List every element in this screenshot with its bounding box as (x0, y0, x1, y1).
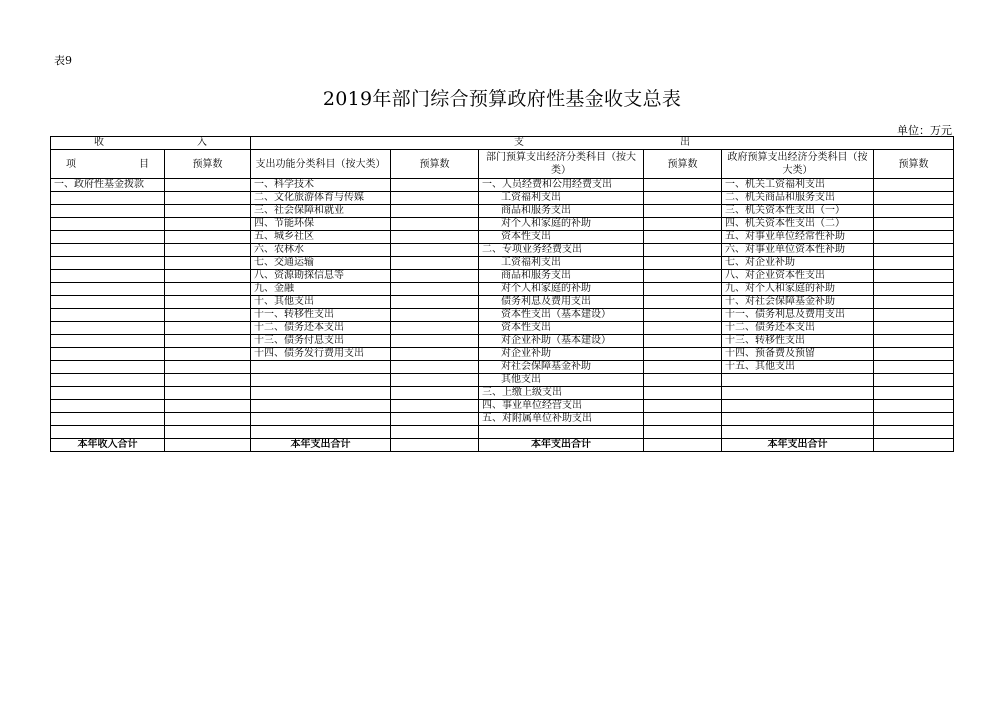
budget-cell (644, 205, 722, 218)
gov-econ-cell: 八、对企业资本性支出 (722, 270, 874, 283)
budget-cell (391, 322, 479, 335)
gov-econ-cell: 九、对个人和家庭的补助 (722, 283, 874, 296)
expense-total-value (391, 439, 479, 452)
budget-cell (874, 309, 954, 322)
budget-cell (391, 205, 479, 218)
item-cell (51, 231, 165, 244)
gov-econ-cell: 十一、债务利息及费用支出 (722, 309, 874, 322)
func-cell (251, 413, 391, 426)
budget-cell (391, 231, 479, 244)
budget-cell (644, 335, 722, 348)
table-row (51, 387, 954, 400)
func-cell: 五、城乡社区 (251, 231, 391, 244)
budget-cell (165, 218, 251, 231)
budget-cell (165, 348, 251, 361)
income-header: 收 入 (51, 137, 251, 150)
budget-cell (644, 218, 722, 231)
header-row-1 (51, 137, 954, 150)
gov-econ-cell: 七、对企业补助 (722, 257, 874, 270)
dept-econ-cell: 资本性支出 (479, 231, 644, 244)
budget-cell (165, 413, 251, 426)
income-total-value (165, 439, 251, 452)
table-row (51, 192, 954, 205)
budget-cell (391, 335, 479, 348)
func-cell (251, 374, 391, 387)
gov-econ-cell: 一、机关工资福利支出 (722, 179, 874, 192)
budget-cell (644, 244, 722, 257)
func-cell: 十二、债务还本支出 (251, 322, 391, 335)
budget-cell (165, 231, 251, 244)
budget-cell (165, 270, 251, 283)
budget-cell (165, 205, 251, 218)
budget-cell (165, 309, 251, 322)
budget-cell (644, 179, 722, 192)
dept-econ-cell: 五、对附属单位补助支出 (479, 413, 644, 426)
budget-cell (165, 244, 251, 257)
budget-cell (874, 374, 954, 387)
item-cell (51, 218, 165, 231)
table-row (51, 348, 954, 361)
budget-cell (644, 361, 722, 374)
func-cell: 三、社会保障和就业 (251, 205, 391, 218)
budget-cell (165, 374, 251, 387)
budget-table (50, 136, 954, 452)
col-budget-header: 预算数 (391, 150, 479, 179)
budget-cell (644, 309, 722, 322)
dept-econ-cell: 一、人员经费和公用经费支出 (479, 179, 644, 192)
budget-cell (391, 296, 479, 309)
gov-econ-cell: 三、机关资本性支出（一） (722, 205, 874, 218)
table-row (51, 361, 954, 374)
budget-cell (165, 257, 251, 270)
col-budget-header: 预算数 (874, 150, 954, 179)
col-budget-header: 预算数 (165, 150, 251, 179)
budget-cell (644, 374, 722, 387)
item-cell (51, 387, 165, 400)
dept-econ-cell: 商品和服务支出 (479, 270, 644, 283)
budget-cell (644, 413, 722, 426)
expense-total-label: 本年支出合计 (251, 439, 391, 452)
gov-econ-cell: 十、对社会保障基金补助 (722, 296, 874, 309)
gov-econ-cell: 六、对事业单位资本性补助 (722, 244, 874, 257)
budget-cell (391, 426, 479, 439)
item-cell (51, 348, 165, 361)
budget-cell (874, 387, 954, 400)
col-budget-header: 预算数 (644, 150, 722, 179)
budget-cell (644, 192, 722, 205)
func-cell: 四、节能环保 (251, 218, 391, 231)
gov-econ-cell (722, 374, 874, 387)
func-cell (251, 361, 391, 374)
budget-cell (165, 426, 251, 439)
item-cell: 一、政府性基金拨款 (51, 179, 165, 192)
budget-cell (644, 322, 722, 335)
budget-cell (391, 387, 479, 400)
dept-econ-cell: 对个人和家庭的补助 (479, 218, 644, 231)
gov-econ-cell: 十二、债务还本支出 (722, 322, 874, 335)
budget-cell (391, 361, 479, 374)
dept-econ-cell: 商品和服务支出 (479, 205, 644, 218)
budget-cell (165, 387, 251, 400)
item-cell (51, 270, 165, 283)
budget-cell (391, 348, 479, 361)
budget-cell (391, 192, 479, 205)
table-row (51, 257, 954, 270)
budget-cell (874, 322, 954, 335)
expense-total-label: 本年支出合计 (479, 439, 644, 452)
table-row (51, 335, 954, 348)
budget-cell (391, 283, 479, 296)
func-cell: 十四、债务发行费用支出 (251, 348, 391, 361)
budget-cell (165, 179, 251, 192)
dept-econ-cell: 工资福利支出 (479, 192, 644, 205)
table-row (51, 270, 954, 283)
budget-cell (165, 296, 251, 309)
dept-econ-cell: 三、上缴上级支出 (479, 387, 644, 400)
table-row (51, 322, 954, 335)
table-number: 表9 (54, 54, 72, 67)
header-row-2 (51, 150, 954, 179)
table-row (51, 400, 954, 413)
item-cell (51, 205, 165, 218)
dept-econ-cell: 工资福利支出 (479, 257, 644, 270)
budget-cell (874, 413, 954, 426)
expense-total-value (644, 439, 722, 452)
dept-econ-cell: 其他支出 (479, 374, 644, 387)
budget-cell (391, 374, 479, 387)
dept-econ-cell: 资本性支出（基本建设） (479, 309, 644, 322)
item-cell (51, 257, 165, 270)
totals-row (51, 439, 954, 452)
budget-cell (644, 270, 722, 283)
func-cell: 一、科学技术 (251, 179, 391, 192)
table-row (51, 179, 954, 192)
budget-cell (165, 192, 251, 205)
func-cell: 九、金融 (251, 283, 391, 296)
budget-cell (165, 400, 251, 413)
budget-cell (391, 257, 479, 270)
budget-cell (165, 322, 251, 335)
budget-cell (165, 283, 251, 296)
dept-econ-cell: 对企业补助（基本建设） (479, 335, 644, 348)
budget-cell (391, 413, 479, 426)
gov-econ-cell: 四、机关资本性支出（二） (722, 218, 874, 231)
func-cell (251, 387, 391, 400)
expense-total-value (874, 439, 954, 452)
item-cell (51, 400, 165, 413)
budget-cell (874, 205, 954, 218)
budget-cell (874, 192, 954, 205)
gov-econ-cell (722, 426, 874, 439)
col-item-header: 项 目 (51, 150, 165, 179)
gov-econ-cell: 十四、预备费及预留 (722, 348, 874, 361)
func-cell: 十、其他支出 (251, 296, 391, 309)
col-gov-econ-header: 政府预算支出经济分类科目（按大类） (722, 150, 874, 179)
budget-cell (644, 257, 722, 270)
budget-cell (391, 244, 479, 257)
item-cell (51, 361, 165, 374)
gov-econ-cell (722, 387, 874, 400)
dept-econ-cell: 资本性支出 (479, 322, 644, 335)
dept-econ-cell: 债务利息及费用支出 (479, 296, 644, 309)
item-cell (51, 309, 165, 322)
budget-cell (874, 335, 954, 348)
budget-cell (874, 361, 954, 374)
item-cell (51, 374, 165, 387)
table-row (51, 426, 954, 439)
func-cell (251, 400, 391, 413)
table-row (51, 413, 954, 426)
budget-cell (165, 335, 251, 348)
budget-cell (874, 296, 954, 309)
dept-econ-cell: 对个人和家庭的补助 (479, 283, 644, 296)
item-cell (51, 322, 165, 335)
item-cell (51, 192, 165, 205)
budget-cell (874, 348, 954, 361)
table-row (51, 374, 954, 387)
budget-cell (391, 218, 479, 231)
func-cell: 六、农林水 (251, 244, 391, 257)
item-cell (51, 244, 165, 257)
budget-cell (874, 244, 954, 257)
budget-cell (644, 231, 722, 244)
table-row (51, 296, 954, 309)
table-row (51, 218, 954, 231)
func-cell: 十一、转移性支出 (251, 309, 391, 322)
table-row (51, 205, 954, 218)
budget-cell (874, 400, 954, 413)
budget-cell (644, 283, 722, 296)
income-total-label: 本年收入合计 (51, 439, 165, 452)
budget-cell (874, 426, 954, 439)
budget-cell (644, 296, 722, 309)
budget-cell (391, 270, 479, 283)
unit-label: 单位：万元 (897, 124, 952, 137)
budget-cell (874, 283, 954, 296)
table-row (51, 309, 954, 322)
gov-econ-cell: 十五、其他支出 (722, 361, 874, 374)
dept-econ-cell: 二、专项业务经费支出 (479, 244, 644, 257)
gov-econ-cell (722, 413, 874, 426)
func-cell: 十三、债务付息支出 (251, 335, 391, 348)
budget-cell (391, 309, 479, 322)
item-cell (51, 426, 165, 439)
budget-cell (874, 218, 954, 231)
gov-econ-cell: 二、机关商品和服务支出 (722, 192, 874, 205)
expense-total-label: 本年支出合计 (722, 439, 874, 452)
page-title: 2019年部门综合预算政府性基金收支总表 (322, 88, 682, 110)
dept-econ-cell: 四、事业单位经营支出 (479, 400, 644, 413)
budget-cell (644, 387, 722, 400)
func-cell (251, 426, 391, 439)
gov-econ-cell: 五、对事业单位经常性补助 (722, 231, 874, 244)
dept-econ-cell: 对社会保障基金补助 (479, 361, 644, 374)
dept-econ-cell: 对企业补助 (479, 348, 644, 361)
item-cell (51, 296, 165, 309)
budget-cell (874, 231, 954, 244)
budget-cell (165, 361, 251, 374)
item-cell (51, 413, 165, 426)
budget-cell (874, 270, 954, 283)
table-row (51, 283, 954, 296)
table-row (51, 231, 954, 244)
dept-econ-cell (479, 426, 644, 439)
table-row (51, 244, 954, 257)
func-cell: 八、资源勘探信息等 (251, 270, 391, 283)
budget-cell (391, 400, 479, 413)
item-cell (51, 283, 165, 296)
col-func-header: 支出功能分类科目（按大类） (251, 150, 391, 179)
func-cell: 七、交通运输 (251, 257, 391, 270)
budget-cell (644, 348, 722, 361)
budget-cell (874, 257, 954, 270)
budget-cell (644, 400, 722, 413)
budget-cell (644, 426, 722, 439)
gov-econ-cell (722, 400, 874, 413)
budget-cell (874, 179, 954, 192)
expense-header: 支 出 (251, 137, 954, 150)
gov-econ-cell: 十三、转移性支出 (722, 335, 874, 348)
col-dept-econ-header: 部门预算支出经济分类科目（按大类） (479, 150, 644, 179)
budget-cell (391, 179, 479, 192)
func-cell: 二、文化旅游体育与传媒 (251, 192, 391, 205)
item-cell (51, 335, 165, 348)
